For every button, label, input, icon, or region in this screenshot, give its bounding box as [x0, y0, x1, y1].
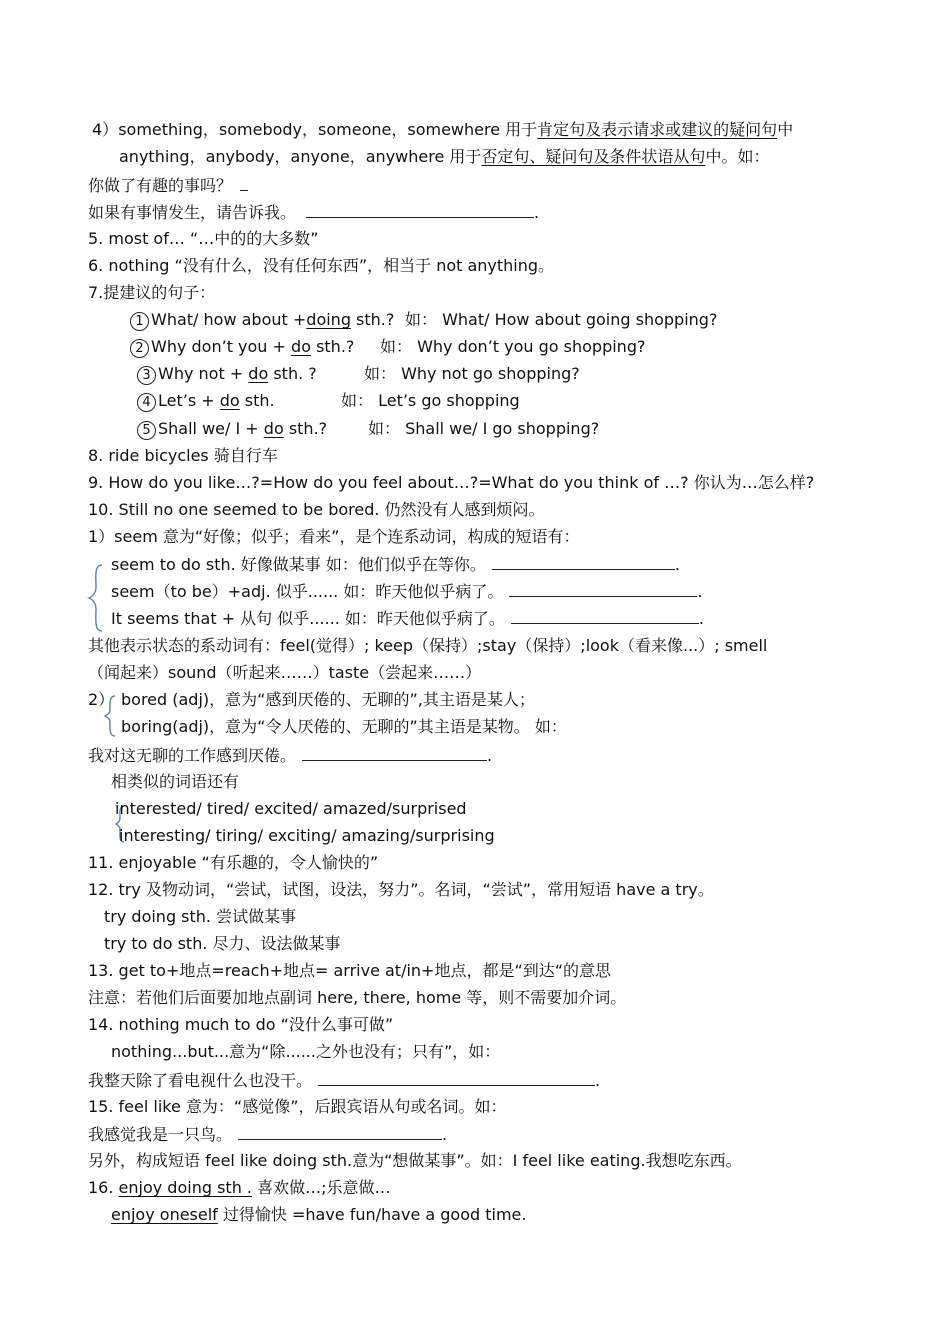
- suggestion-example: 如： Shall we/ I go shopping?: [368, 419, 600, 438]
- try-to-do: try to do sth. 尽力、设法做某事: [104, 934, 341, 953]
- point-10: 10. Still no one seemed to be bored. 仍然没有人感到烦闷。: [88, 500, 545, 519]
- brace-icon: [102, 694, 118, 738]
- answer-blank[interactable]: [302, 744, 487, 761]
- point-14: 14. nothing much to do “没什么事可做”: [88, 1015, 394, 1034]
- linking-verbs-cont: （闻起来）sound（听起来……）taste（尝起来……）: [88, 663, 482, 682]
- linking-verbs: 其他表示状态的系动词有：feel(觉得）; keep（保持）;stay（保持）;look（看来像...）; smell: [88, 636, 768, 655]
- feel-like-doing: 另外，构成短语 feel like doing sth.意为“想做某事”。如：I feel like eating.我想吃东西。: [88, 1151, 742, 1170]
- boring-def: boring(adj)，意为“令人厌倦的、无聊的”其主语是某物。 如：: [121, 717, 567, 736]
- circled-number: 3: [137, 366, 156, 385]
- suggestion-pattern: 1 What/ how about +doing sth.?: [130, 309, 394, 331]
- similar-words-title: 相类似的词语还有: [111, 772, 240, 791]
- point-16: 16. enjoy doing sth . 喜欢做…;乐意做…: [88, 1178, 391, 1197]
- suggestion-example: 如： What/ How about going shopping?: [405, 310, 718, 329]
- point-11: 11. enjoyable “有乐趣的，令人愉快的”: [88, 853, 379, 872]
- point-8: 8. ride bicycles 骑自行车: [88, 446, 278, 465]
- point-5: 5. most of… “…中的的大多数”: [88, 229, 319, 248]
- seem-phrase: It seems that + 从句 似乎...... 如：昨天他似乎病了。 .: [111, 609, 704, 628]
- point-15: 15. feel like 意为：“感觉像”，后跟宾语从句或名词。如：: [88, 1097, 507, 1116]
- bored-def-text: bored (adj)，意为“感到厌倦的、无聊的”,其主语是某人；: [121, 690, 535, 709]
- exercise-sentence: 我感觉我是一只鸟。 .: [88, 1125, 448, 1144]
- nothing-but: nothing...but...意为“除......之外也没有；只有”，如：: [111, 1042, 501, 1061]
- suggestion-pattern: 3 Why not + do sth. ?: [137, 363, 317, 385]
- exercise-sentence: 我对这无聊的工作感到厌倦。 .: [88, 746, 493, 765]
- exercise-sentence: 你做了有趣的事吗？: [88, 174, 248, 197]
- answer-blank[interactable]: [509, 580, 697, 597]
- seem-phrase: seem（to be）+adj. 似乎...... 如：昨天他似乎病了。 .: [111, 582, 703, 601]
- suggestion-example: 如： Why don’t you go shopping?: [380, 337, 646, 356]
- circled-number: 5: [137, 421, 156, 440]
- point-6: 6. nothing “没有什么，没有任何东西”，相当于 not anything。: [88, 256, 555, 275]
- point-12: 12. try 及物动词，“尝试，试图，设法，努力”。名词，“尝试”，常用短语 have a try。: [88, 880, 714, 899]
- item-number: 4）: [92, 120, 119, 139]
- enjoy-oneself: enjoy oneself 过得愉快 =have fun/have a good time.: [111, 1205, 527, 1224]
- answer-blank[interactable]: [240, 174, 248, 191]
- answer-blank[interactable]: [492, 553, 675, 570]
- ed-adjectives: interested/ tired/ excited/ amazed/surprised: [115, 799, 467, 818]
- answer-blank[interactable]: [238, 1123, 442, 1140]
- line-indefinite-pronouns-some: 4）something，somebody，someone，somewhere 用于肯定句及表示请求或建议的疑问句中: [92, 120, 794, 139]
- answer-blank[interactable]: [306, 201, 534, 218]
- bored-def: 2）: [88, 690, 115, 709]
- line-indefinite-pronouns-any: anything，anybody，anyone，anywhere 用于否定句、疑问句及条件状语从句中。如：: [119, 147, 770, 166]
- try-doing: try doing sth. 尝试做某事: [104, 907, 297, 926]
- suggestion-example: 如： Let’s go shopping: [341, 391, 520, 410]
- point-13: 13. get to+地点=reach+地点= arrive at/in+地点，都是“到达“的意思: [88, 961, 612, 980]
- suggestion-pattern: 2 Why don’t you + do sth.?: [130, 336, 354, 358]
- suggestion-pattern: 5 Shall we/ I + do sth.?: [137, 418, 327, 440]
- seem-intro: 1）seem 意为“好像；似乎；看来”，是个连系动词，构成的短语有：: [88, 527, 580, 546]
- ing-adjectives: interesting/ tiring/ exciting/ amazing/surprising: [119, 826, 495, 845]
- exercise-sentence: 如果有事情发生，请告诉我。 .: [88, 203, 540, 222]
- exercise-sentence: 我整天除了看电视什么也没干。 .: [88, 1071, 601, 1090]
- answer-blank[interactable]: [318, 1069, 595, 1086]
- circled-number: 4: [137, 393, 156, 412]
- note: 注意：若他们后面要加地点副词 here, there, home 等，则不需要加介词。: [88, 988, 627, 1007]
- answer-blank[interactable]: [511, 607, 699, 624]
- suggestion-pattern: 4 Let’s + do sth.: [137, 390, 275, 412]
- point-9: 9. How do you like…?=How do you feel about…?=What do you think of …? 你认为…怎么样?: [88, 473, 815, 492]
- seem-phrase: seem to do sth. 好像做某事 如：他们似乎在等你。 .: [111, 555, 680, 574]
- point-7-title: 7.提建议的句子：: [88, 283, 216, 302]
- suggestion-example: 如： Why not go shopping?: [364, 364, 580, 383]
- circled-number: 2: [130, 339, 149, 358]
- brace-icon: [86, 563, 106, 633]
- circled-number: 1: [130, 312, 149, 331]
